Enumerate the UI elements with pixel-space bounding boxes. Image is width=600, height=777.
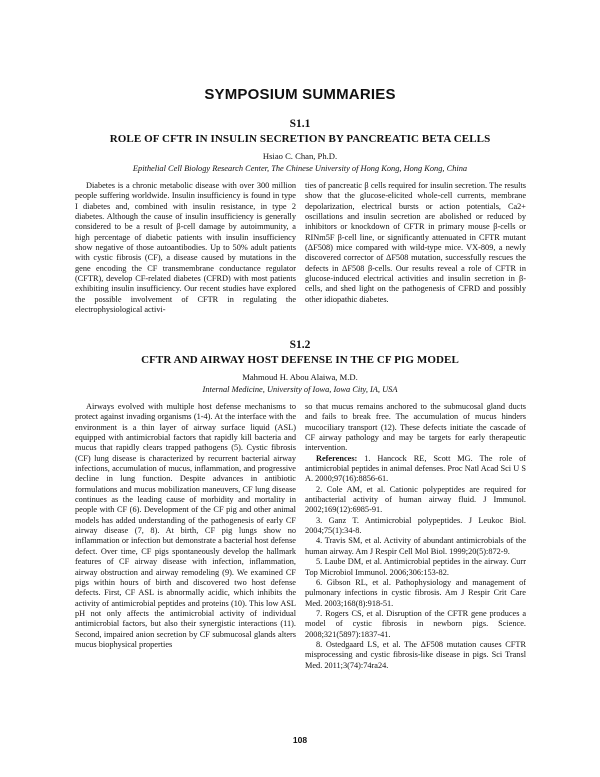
references-block [305,454,526,485]
s1-left-paragraph: Diabetes is a chronic metabolic disease with over 300 million people suffering worldwide. Insulin insufficiency is found in type I diabetes and, combined with insulin resistance, in type 2 diabetes. Although the cause of insulin insufficiency is generally considered to be a result of β-cell damage by autoimmunity, a high percentage of diabetic patients with insulin insufficiency show negative of those autoantibodies. Up to 50% adult patients with cystic fibrosis (CF), a disease caused by mutations in the gene encoding the CF transmembrane conductance regulator (CFTR), develop CF-related diabetes (CFRD) with most patients exhibiting insulin insufficiency. Our recent studies have explored the possible involvement of CFTR in regulating the electrophysiological activi- [75,181,296,315]
reference-item: 3. Ganz T. Antimicrobial polypeptides. J Leukoc Biol. 2004;75(1):34-8. [305,515,526,536]
s1-author: Hsiao C. Chan, Ph.D. [262,151,338,161]
reference-item: 2. Cole AM, et al. Cationic polypeptides are required for antibacterial activity of human airway fluid. J Immunol. 2002;169(12):6985-91. [305,484,526,515]
s1-right-column [305,181,526,305]
s1-title: ROLE OF CFTR IN INSULIN SECRETION BY PANCREATIC BETA CELLS [109,133,491,145]
s2-affiliation: Internal Medicine, University of Iowa, Iowa City, IA, USA [202,385,398,394]
s1-left-column [75,181,296,315]
s2-left-column [75,402,296,650]
s2-right-paragraph: so that mucus remains anchored to the submucosal gland ducts and fails to break free. The accumulation of mucus hinders mucociliary transport (12). These defects initiate the cascade of CF airway pathology and may be targets for early therapeutic intervention. [305,402,526,453]
s2-id: S1.2 [289,339,311,351]
s2-right-column [305,402,526,671]
reference-item: 7. Rogers CS, et al. Disruption of the CFTR gene produces a model of cystic fibrosis in newborn pigs. Science. 2008;321(5897):1837-41. [305,608,526,639]
s2-author: Mahmoud H. Abou Alaiwa, M.D. [242,372,358,382]
s1-affiliation: Epithelial Cell Biology Research Center, The Chinese University of Hong Kong, Hong Kong, China [132,164,468,173]
page-title: SYMPOSIUM SUMMARIES [204,86,396,103]
reference-item: 5. Laube DM, et al. Antimicrobial peptides in the airway. Curr Top Microbiol Immunol. 2006;306:153-82. [305,557,526,577]
reference-item: 6. Gibson RL, et al. Pathophysiology and management of pulmonary infections in cystic fibrosis. Am J Respir Crit Care Med. 2003;168(8):918-51. [305,577,526,608]
s1-right-paragraph: ties of pancreatic β cells required for insulin secretion. The results show that the glucose-elicited whole-cell currents, membrane depolarization, electrical bursts or action potentials, Ca2+ oscillations and insulin secretion are abolished or reduced by inhibitors or knockdown of CFTR in primary mouse β-cells or RINm5F β-cell line, or significantly attenuated in CFTR mutant (ΔF508) mice compared with wild-type mice. VX-809, a newly discovered corrector of ΔF508 mutation, successfully rescues the defects in ΔF508 β-cells. Our results reveal a role of CFTR in glucose-induced electrical activities and insulin secretion in β-cells, and shed light on the pathogenesis of CFRD and possibly other idiopathic diabetes. [305,181,526,304]
s2-left-paragraph: Airways evolved with multiple host defense mechanisms to protect against invading organisms (1-4). At the interface with the environment is a thin layer of airway surface liquid (ASL) equipped with antimicrobial factors that rapidly kill bacteria and mucus that rapidly clears trapped pathogens (5). Cystic fibrosis (CF) lung disease is characterized by recurrent bacterial airway infections, accumulation of mucus, inflammation, and progressive decline in lung function. Despite advances in antibiotic formulations and mucus mobilization maneuvers, CF lung disease continues as the leading cause of morbidity and mortality in people with CF (6). Development of the CF pig and other animal models has added understanding of the pathogenesis of early CF airway disease (7, 8). At birth, CF pig lungs show no inflammation or infection but demonstrate a bacterial host defense defect. Over time, CF pigs spontaneously develop the hallmark features of CF airway disease with infection, inflammation, airway obstruction and airway remodeling (9). We examined CF pigs within hours of birth and discovered two host defense defects. First, CF ASL is abnormally acidic, which inhibits the activity of antimicrobial peptides and proteins (10). This low ASL pH not only affects the antimicrobial activity of individual antimicrobial factors, but also their synergistic interactions (11). Second, impaired anion secretion by CF submucosal glands alters mucus biophysical properties [75,402,296,649]
s1-id: S1.1 [289,118,311,130]
s2-title: CFTR AND AIRWAY HOST DEFENSE IN THE CF PIG MODEL [141,354,459,366]
page-number: 108 [292,735,308,745]
reference-item: 4. Travis SM, et al. Activity of abundant antimicrobials of the human airway. Am J Respir Cell Mol Biol. 1999;20(5):872-9. [305,536,526,556]
reference-item: 1. Hancock RE, Scott MG. The role of antimicrobial peptides in animal defenses. Proc Natl Acad Sci U S A. 2000;97(16):8856-61. [305,453,526,484]
references-heading: References: [316,453,358,463]
reference-item: 8. Ostedgaard LS, et al. The ΔF508 mutation causes CFTR misprocessing and cystic fibrosis-like disease in pigs. Sci Transl Med. 2011;3(74):74ra24. [305,639,526,670]
